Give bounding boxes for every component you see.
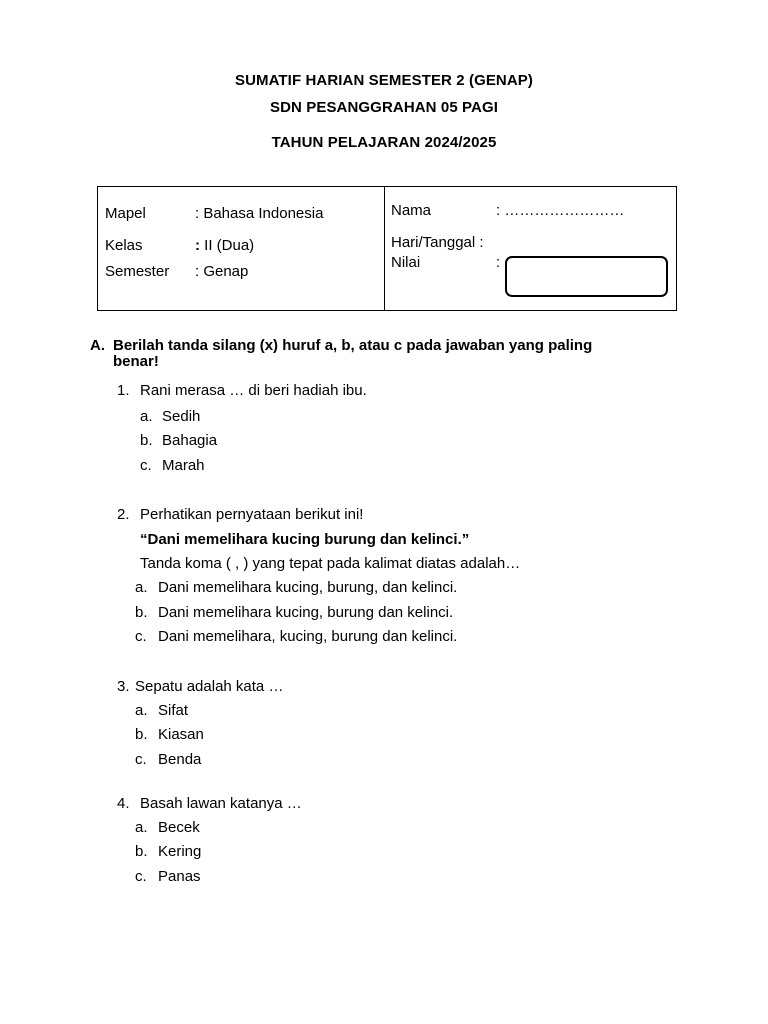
option-text: Benda xyxy=(158,751,202,768)
option-text: Dani memelihara, kucing, burung dan kelinci. xyxy=(158,628,458,645)
question-number: 4. xyxy=(117,795,130,812)
option-text: Dani memelihara kucing, burung dan kelinci. xyxy=(158,604,454,621)
option-letter: c. xyxy=(140,457,152,474)
question-text: Sepatu adalah kata … xyxy=(135,678,284,695)
student-info-box xyxy=(97,186,677,311)
kelas-label: Kelas xyxy=(105,237,143,254)
option-letter: c. xyxy=(135,868,147,885)
option-text: Panas xyxy=(158,868,201,885)
question-number: 2. xyxy=(117,506,130,523)
semester-value: : Genap xyxy=(195,263,249,280)
school-name: SDN PESANGGRAHAN 05 PAGI xyxy=(270,99,498,116)
semester-label: Semester xyxy=(105,263,170,280)
mapel-label: Mapel xyxy=(105,205,146,222)
nama-field[interactable]: : …………………… xyxy=(496,202,625,219)
option-letter: a. xyxy=(135,819,148,836)
kelas-text: II (Dua) xyxy=(200,237,255,254)
question-text: Rani merasa … di beri hadiah ibu. xyxy=(140,382,367,399)
nilai-score-box[interactable] xyxy=(505,256,668,297)
question-number: 1. xyxy=(117,382,130,399)
question-number: 3. xyxy=(117,678,130,695)
option-text: Kering xyxy=(158,843,202,860)
nilai-label: Nilai xyxy=(391,254,421,271)
question-prompt: Tanda koma ( , ) yang tepat pada kalimat diatas adalah… xyxy=(140,555,521,572)
option-text: Kiasan xyxy=(158,726,204,743)
doc-title: SUMATIF HARIAN SEMESTER 2 (GENAP) xyxy=(234,72,534,89)
question-text: Basah lawan katanya … xyxy=(140,795,302,812)
option-letter: b. xyxy=(140,432,153,449)
question-text: Perhatikan pernyataan berikut ini! xyxy=(140,506,364,523)
section-a-marker: A. xyxy=(90,337,105,354)
option-letter: a. xyxy=(140,408,153,425)
option-text: Marah xyxy=(162,457,205,474)
info-box-divider xyxy=(384,187,385,310)
option-text: Sifat xyxy=(158,702,189,719)
mapel-value: : Bahasa Indonesia xyxy=(195,205,324,222)
option-letter: a. xyxy=(135,702,148,719)
option-letter: b. xyxy=(135,843,148,860)
kelas-value xyxy=(195,237,254,255)
question-quote: “Dani memelihara kucing burung dan kelinci.” xyxy=(140,531,470,548)
nilai-colon: : xyxy=(496,254,501,271)
section-a-instruction-2: benar! xyxy=(113,353,159,370)
kelas-colon: : xyxy=(195,237,200,254)
option-text: Becek xyxy=(158,819,200,836)
option-letter: c. xyxy=(135,751,147,768)
hari-tanggal-label: Hari/Tanggal : xyxy=(391,234,484,251)
option-letter: b. xyxy=(135,726,148,743)
section-a-instruction-1: Berilah tanda silang (x) huruf a, b, atau c pada jawaban yang paling xyxy=(113,337,593,354)
option-letter: a. xyxy=(135,579,148,596)
option-text: Bahagia xyxy=(162,432,218,449)
option-text: Dani memelihara kucing, burung, dan kelinci. xyxy=(158,579,458,596)
nama-label: Nama xyxy=(391,202,432,219)
option-text: Sedih xyxy=(162,408,201,425)
option-letter: b. xyxy=(135,604,148,621)
academic-year: TAHUN PELAJARAN 2024/2025 xyxy=(271,134,497,151)
option-letter: c. xyxy=(135,628,147,645)
